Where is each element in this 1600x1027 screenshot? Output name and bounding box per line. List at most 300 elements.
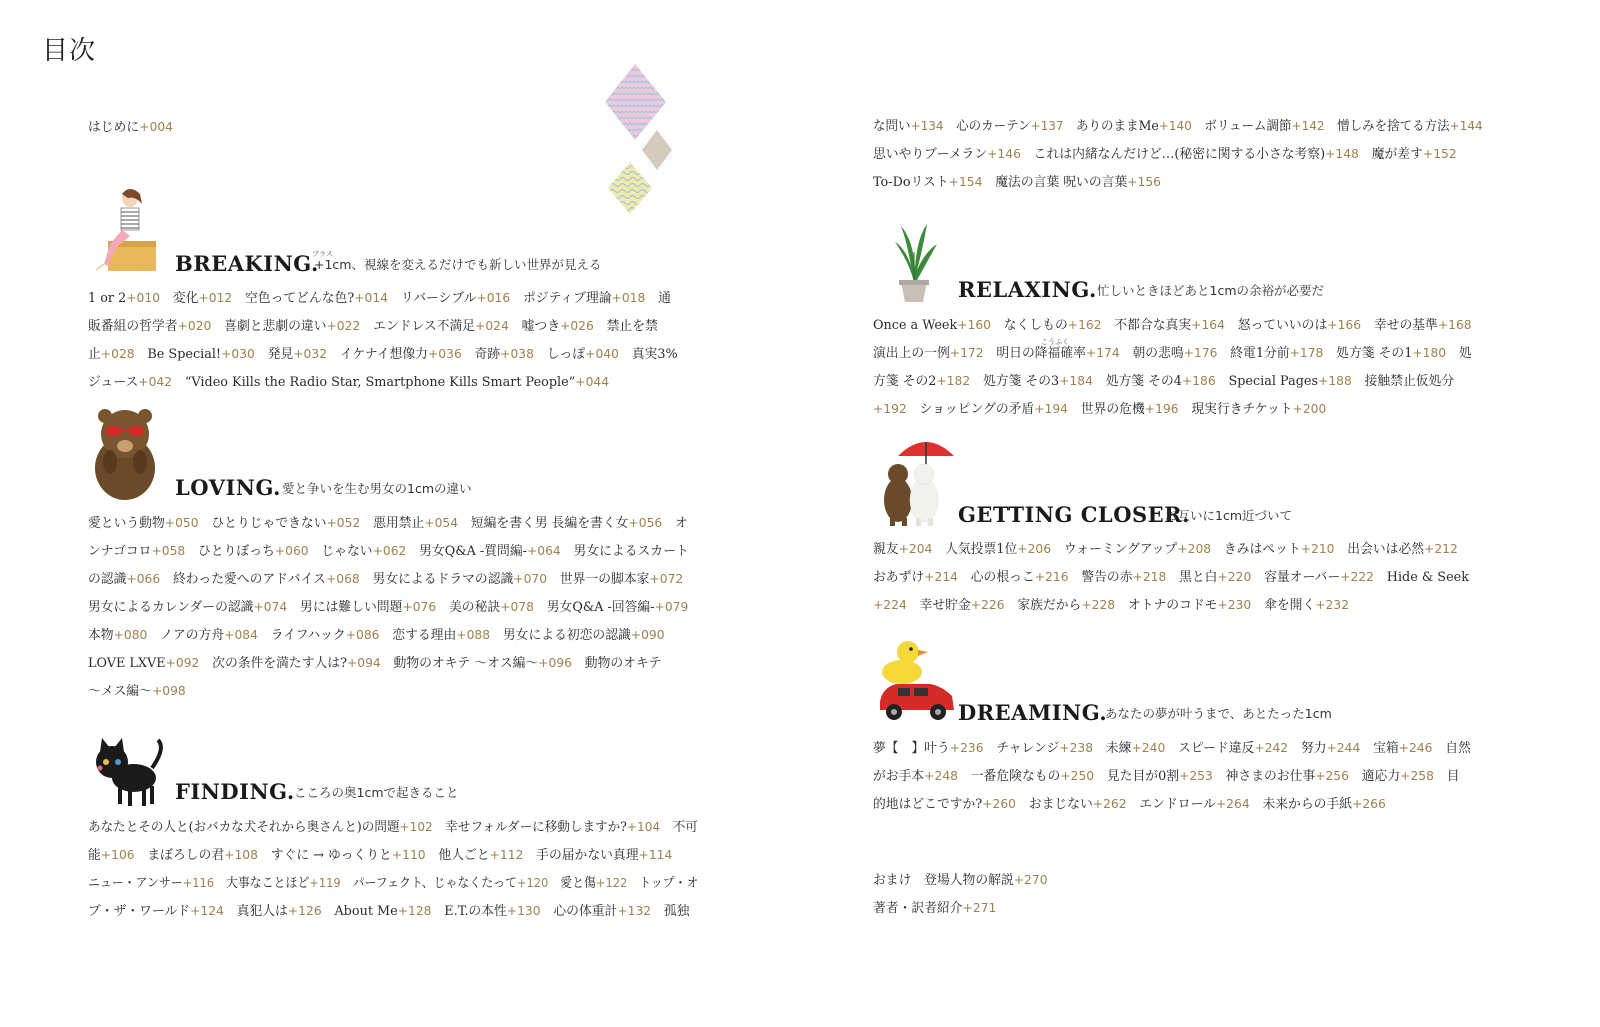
toc-entry	[1362, 769, 1434, 784]
toc-entry-page: +137	[1030, 118, 1064, 133]
toc-entry-title: 奇跡	[474, 347, 501, 362]
section-title: BREAKING.	[175, 251, 319, 276]
toc-entry-title: 警告の赤	[1081, 570, 1133, 585]
toc-entry	[1459, 346, 1472, 361]
toc-entry-title: ～メス編～	[88, 684, 152, 699]
toc-entry-title: 心のカーテン	[956, 119, 1031, 134]
toc-entry	[373, 516, 458, 531]
toc-entry	[1114, 318, 1225, 333]
toc-entry-title: 禁止を禁	[606, 319, 658, 334]
toc-entry	[1264, 598, 1349, 613]
toc-entry-title: 的地はどこですか?	[873, 797, 983, 812]
toc-entry	[321, 544, 406, 559]
toc-entry	[1107, 769, 1213, 784]
toc-entry	[536, 848, 672, 863]
toc-entry-page: +080	[113, 627, 148, 642]
toc-entry-page: +020	[177, 318, 212, 333]
toc-entry	[1139, 797, 1249, 812]
section-breaking-entries	[88, 284, 708, 396]
toc-entry-title: おまけ	[873, 873, 912, 888]
toc-entry-title: 怒っていいのは	[1237, 318, 1328, 333]
toc-line	[873, 762, 1483, 790]
toc-entry-page: +206	[1017, 541, 1052, 556]
section-dreaming-header	[873, 635, 1513, 725]
toc-entry	[1064, 542, 1211, 557]
toc-entry	[873, 119, 944, 134]
toc-entry-page: +146	[987, 146, 1021, 161]
toc-entry	[185, 375, 609, 390]
toc-entry-title: 処方箋 その3	[982, 374, 1060, 389]
toc-line	[873, 535, 1483, 563]
toc-entry-title: これは内緒なんだけど…(秘密に関する小さな考察)	[1033, 147, 1326, 162]
toc-entry-page: +174	[1085, 345, 1120, 360]
toc-entry-title: イケナイ想像力	[339, 347, 428, 362]
toc-entry	[920, 598, 1005, 613]
toc-entry-page: +156	[1127, 174, 1162, 189]
toc-entry-title: 明日の降福確率	[996, 346, 1086, 361]
toc-entry	[996, 346, 1119, 361]
toc-entry	[1106, 741, 1165, 756]
toc-entry-title: 一番危険なもの	[970, 769, 1061, 784]
toc-entry	[334, 904, 431, 919]
toc-entry-title: パーフェクト、じゃなくたって	[352, 876, 517, 891]
toc-entry-page: +192	[873, 401, 907, 416]
toc-entry-title: 著者・訳者紹介	[873, 901, 963, 916]
toc-entry	[503, 628, 665, 643]
toc-entry	[639, 876, 698, 891]
toc-entry	[212, 656, 381, 671]
toc-entry-page: +242	[1254, 740, 1289, 755]
toc-entry-page: +068	[325, 571, 360, 586]
toc-entry-page: +070	[513, 571, 548, 586]
toc-entry	[1301, 741, 1360, 756]
toc-entry-title: 魔が差す	[1371, 147, 1423, 162]
toc-entry	[394, 656, 572, 671]
toc-entry	[1228, 374, 1351, 389]
toc-entry	[996, 741, 1093, 756]
toc-entry-page: +122	[595, 875, 628, 890]
toc-entry-title: 動物のオキテ	[584, 656, 662, 671]
toc-entry	[1081, 570, 1166, 585]
toc-entry-title: 演出上の一例	[873, 346, 950, 361]
toc-entry	[88, 904, 224, 919]
toc-entry-page: +040	[585, 346, 619, 361]
toc-entry-title: 能	[88, 848, 101, 863]
toc-entry-page: +178	[1289, 345, 1324, 360]
toc-entry	[658, 291, 671, 306]
toc-entry	[237, 904, 322, 919]
toc-entry-title: 出会いは必然	[1347, 542, 1425, 557]
toc-entry-page: +200	[1292, 401, 1327, 416]
toc-entry-title: がお手本	[873, 769, 925, 784]
toc-entry	[873, 318, 991, 333]
toc-entry-title: 止	[88, 347, 101, 362]
toc-entry	[873, 402, 907, 417]
toc-entry	[560, 876, 627, 891]
toc-entry-title: 短編を書く男 長編を書く女	[470, 516, 629, 531]
toc-entry-page: +120	[516, 875, 549, 890]
toc-entry	[1226, 769, 1349, 784]
toc-entry-title: じゃない	[321, 544, 373, 559]
toc-entry-page: +258	[1400, 768, 1434, 783]
toc-entry-page: +018	[611, 290, 646, 305]
toc-entry-page: +244	[1326, 740, 1361, 755]
toc-line	[88, 869, 699, 897]
toc-entry-title: チャレンジ	[996, 741, 1060, 756]
toc-entry	[873, 873, 911, 888]
toc-entry-title: 喜劇と悲劇の違い	[224, 319, 327, 334]
toc-entry-page: +130	[506, 903, 541, 918]
toc-line	[873, 311, 1483, 339]
toc-entry-title: Hide & Seek	[1386, 570, 1469, 585]
toc-entry-title: 家族だから	[1017, 598, 1082, 613]
toc-entry-page: +168	[1437, 317, 1472, 332]
toc-entry	[1447, 769, 1460, 784]
toc-line	[88, 677, 698, 705]
section-subtitle: +1cm、視線を変えるだけでも新しい世界が見える	[314, 257, 602, 272]
toc-entry	[160, 628, 258, 643]
toc-entry	[873, 598, 907, 613]
section-relaxing-header	[873, 212, 1513, 302]
toc-entry-page: +188	[1318, 373, 1352, 388]
toc-entry	[373, 319, 509, 334]
toc-entry	[560, 572, 683, 587]
toc-entry	[1372, 147, 1457, 162]
toc-entry-title: 男女による初恋の認識	[502, 628, 631, 643]
toc-entry-title: 黒と白	[1179, 570, 1218, 585]
toc-entry-page: +266	[1352, 796, 1386, 811]
toc-entry-page: +166	[1327, 317, 1362, 332]
toc-entry	[88, 291, 160, 306]
toc-entry-title: ありのままMe	[1076, 119, 1159, 134]
toc-entry-page: +126	[287, 903, 322, 918]
toc-line	[873, 894, 1483, 922]
toc-line	[873, 866, 1483, 894]
toc-entry	[1204, 119, 1324, 134]
section-finding-header	[88, 714, 728, 804]
toc-entry-title: 幸せ貯金	[919, 598, 971, 613]
toc-entry-title: 発見	[267, 347, 294, 362]
toc-entry	[392, 628, 490, 643]
toc-entry-page: +042	[138, 374, 173, 389]
toc-entry	[924, 873, 1047, 888]
toc-entry-title: の認識	[88, 572, 127, 587]
toc-entry-title: To-Doリスト	[873, 175, 949, 190]
toc-line	[873, 140, 1483, 168]
toc-entry	[873, 374, 970, 389]
toc-entry-page: +271	[962, 900, 997, 915]
toc-entry-title: ウォーミングアップ	[1063, 542, 1178, 557]
toc-entry-title: リバーシブル	[400, 291, 477, 306]
section-subtitle: 愛と争いを生む男女の1cmの違い	[282, 481, 472, 496]
toc-line	[88, 312, 698, 340]
toc-entry	[88, 347, 135, 362]
toc-entry	[873, 346, 984, 361]
toc-entry	[664, 904, 690, 919]
toc-entry-title: ボリューム調節	[1204, 119, 1292, 134]
toc-entry-title: 他人ごと	[438, 848, 490, 863]
toc-entry	[675, 516, 688, 531]
toc-entry-title: 終わった愛へのアドバイス	[172, 572, 326, 587]
toc-entry-title: すぐに → ゆっくりと	[270, 848, 392, 863]
toc-entry-title: 美の秘訣	[448, 600, 501, 615]
toc-entry-title: な問い	[873, 119, 911, 134]
toc-entry-page: +119	[309, 875, 341, 890]
section-subtitle: こころの奥1cmで起きること	[294, 785, 459, 800]
toc-entry	[585, 656, 662, 671]
toc-entry-page: +104	[626, 819, 661, 834]
toc-entry	[971, 570, 1069, 585]
section-loving-header	[88, 410, 728, 500]
toc-entry	[271, 848, 426, 863]
toc-entry-page: +176	[1183, 345, 1218, 360]
toc-entry-title: 不可	[672, 820, 698, 835]
toc-entry-title: 傘を開く	[1264, 598, 1316, 613]
toc-entry-page: +180	[1412, 345, 1447, 360]
toc-entry-title: 見た目が0割	[1106, 769, 1180, 784]
section-subtitle: 忙しいときほどあと1cmの余裕が必要だ	[1097, 283, 1325, 298]
toc-entry-title: 登場人物の解説	[924, 873, 1014, 888]
toc-entry-title: 宝箱	[1373, 741, 1399, 756]
toc-line	[88, 509, 698, 537]
toc-entry-page: +112	[489, 847, 524, 862]
toc-entry-page: +010	[126, 290, 161, 305]
toc-entry-title: 処	[1458, 346, 1472, 361]
toc-entry-title: ライフハック	[270, 628, 346, 643]
toc-entry	[873, 147, 1021, 162]
toc-entry-title: 接触禁止仮処分	[1364, 374, 1455, 389]
section-title: RELAXING.	[958, 277, 1097, 302]
toc-entry	[471, 516, 662, 531]
toc-entry-title: トップ・オ	[639, 876, 699, 891]
toc-entry-title: まぼろしの君	[147, 848, 225, 863]
toc-entry	[1004, 318, 1102, 333]
toc-line	[873, 790, 1483, 818]
toc-entry-page: +108	[224, 847, 258, 862]
toc-line	[873, 563, 1483, 591]
toc-entry	[873, 901, 996, 916]
toc-entry-title: 世界の危機	[1080, 402, 1145, 417]
toc-entry-page: +090	[630, 627, 665, 642]
toc-entry-page: +076	[402, 599, 437, 614]
toc-entry	[88, 820, 433, 835]
toc-entry-title: 男女によるスカート	[573, 544, 689, 559]
toc-entry-page: +050	[164, 515, 199, 530]
section-title: DREAMING.	[958, 700, 1108, 725]
toc-entry-title: 悪用禁止	[373, 516, 425, 531]
toc-entry-title: 孤独	[663, 904, 690, 919]
toc-entry-title: エンドレス不満足	[373, 319, 476, 334]
toc-entry-page: +214	[924, 569, 958, 584]
toc-entry	[873, 797, 1016, 812]
toc-entry-title: おまじない	[1028, 797, 1093, 812]
toc-entry-page: +056	[628, 515, 663, 530]
toc-entry	[268, 347, 327, 362]
toc-entry	[1191, 402, 1326, 417]
toc-entry-title: 大事なことほど	[226, 876, 310, 891]
toc-entry-page: +116	[182, 875, 215, 890]
toc-entry	[444, 904, 540, 919]
toc-entry-title: ひとりぼっち	[198, 544, 275, 559]
toc-entry-title: 手の届かない真理	[536, 848, 639, 863]
toc-entry	[147, 347, 254, 362]
toc-line	[88, 897, 698, 925]
toc-entry	[607, 319, 658, 334]
toc-entry	[88, 848, 135, 863]
toc-entry	[475, 347, 534, 362]
toc-entry-title: 男女Q&A -回答編-	[546, 600, 655, 615]
toc-line	[873, 734, 1483, 762]
toc-entry	[1387, 570, 1469, 585]
toc-entry	[88, 572, 160, 587]
toc-entry-title: 真実3%	[631, 347, 678, 362]
toc-entry	[88, 375, 172, 390]
toc-entry	[353, 876, 549, 891]
toc-entry-page: +182	[936, 373, 971, 388]
toc-entry	[1373, 741, 1432, 756]
toc-entry-page: +028	[100, 346, 135, 361]
toc-entry	[88, 656, 199, 671]
section-closer-header	[873, 437, 1513, 527]
toc-entry-title: 未来からの手紙	[1262, 797, 1353, 812]
toc-line	[873, 367, 1483, 395]
toc-entry-page: +240	[1131, 740, 1166, 755]
toc-entry	[88, 628, 147, 643]
toc-entry	[147, 848, 258, 863]
toc-entry-page: +054	[424, 515, 459, 530]
section-extra-entries	[873, 866, 1493, 922]
toc-entry-page: +250	[1060, 768, 1095, 783]
toc-line	[88, 284, 698, 312]
toc-entry	[1128, 598, 1251, 613]
toc-entry-title: おあずけ	[873, 570, 925, 585]
toc-entry-title: 親友	[873, 542, 899, 557]
toc-entry-page: +228	[1081, 597, 1116, 612]
toc-entry	[88, 544, 185, 559]
toc-entry-title: 販番組の哲学者	[88, 319, 178, 334]
toc-entry	[522, 319, 594, 334]
section-finding-continued	[873, 112, 1493, 196]
toc-entry-title: 自然	[1445, 741, 1471, 756]
toc-entry	[873, 741, 984, 756]
toc-entry-page: +270	[1013, 872, 1048, 887]
toc-entry-title: 心の体重計	[553, 904, 618, 919]
toc-entry-page: +160	[957, 317, 992, 332]
toc-entry-page: +088	[456, 627, 491, 642]
toc-entry	[224, 319, 360, 334]
toc-entry	[88, 876, 214, 891]
toc-entry-page: +210	[1300, 541, 1335, 556]
intro-entry: はじめに+004	[88, 119, 173, 135]
toc-entry-page: +124	[190, 903, 224, 918]
toc-entry-title: なくしもの	[1003, 318, 1068, 333]
toc-entry-page: +232	[1315, 597, 1350, 612]
toc-entry-title: 幸せフォルダーに移動しますか?	[445, 820, 627, 835]
toc-entry-page: +196	[1144, 401, 1179, 416]
toc-entry-title: 真犯人は	[236, 904, 288, 919]
toc-entry-title: エンドロール	[1139, 797, 1216, 812]
toc-entry	[1029, 797, 1127, 812]
toc-line	[88, 649, 698, 677]
toc-entry-page: +148	[1325, 146, 1359, 161]
toc-entry	[1081, 402, 1179, 417]
toc-entry-page: +186	[1181, 373, 1216, 388]
toc-entry	[173, 291, 232, 306]
toc-entry-page: +222	[1340, 569, 1374, 584]
toc-entry-page: +212	[1424, 541, 1458, 556]
section-closer-entries	[873, 535, 1493, 619]
toc-entry-title: 空色ってどんな色?	[245, 291, 355, 306]
toc-entry-page: +114	[638, 847, 673, 862]
toc-entry-title: 方箋 その2	[873, 374, 937, 389]
section-subtitle: お互いに1cm近づいて	[1165, 508, 1293, 523]
toc-line	[873, 168, 1483, 196]
toc-entry	[1238, 318, 1361, 333]
toc-entry-page: +224	[873, 597, 907, 612]
toc-entry-title: 夢【 】叶う	[873, 741, 950, 756]
toc-entry-page: +072	[649, 571, 684, 586]
toc-entry	[1365, 374, 1455, 389]
toc-entry	[873, 542, 932, 557]
toc-entry	[1336, 346, 1446, 361]
toc-line	[873, 591, 1483, 619]
toc-entry-page: +058	[151, 543, 186, 558]
section-subtitle: あなたの夢が叶うまで、あとたった1cm	[1105, 706, 1332, 721]
toc-entry-title: 1 or 2	[88, 291, 127, 306]
toc-entry	[983, 374, 1093, 389]
toc-entry-title: 不都合な真実	[1114, 318, 1192, 333]
toc-entry-title: 愛と傷	[560, 876, 596, 891]
toc-entry-page: +152	[1422, 146, 1457, 161]
toc-entry-title: ひとりじゃできない	[211, 516, 327, 531]
toc-entry	[1106, 374, 1216, 389]
toc-entry-title: オトナのコドモ	[1127, 598, 1218, 613]
toc-entry-title: Be Special!	[147, 347, 222, 362]
toc-line	[88, 841, 698, 869]
toc-entry	[1445, 741, 1471, 756]
toc-entry-title: ショッピングの矛盾	[919, 402, 1035, 417]
ruby-text: プラス	[312, 250, 333, 258]
toc-entry-page: +246	[1398, 740, 1433, 755]
section-title: LOVING.	[175, 475, 281, 500]
toc-entry-title: “Video Kills the Radio Star, Smartphone Kills Smart People”	[184, 375, 576, 390]
toc-entry-title: 本物	[88, 628, 114, 643]
toc-line	[88, 813, 698, 841]
toc-entry-title: About Me	[334, 904, 398, 919]
toc-entry-page: +106	[100, 847, 135, 862]
toc-entry	[1179, 570, 1251, 585]
toc-entry-page: +132	[617, 903, 652, 918]
toc-entry-title: 未練	[1105, 741, 1132, 756]
toc-entry-page: +236	[949, 740, 984, 755]
toc-entry-page: +078	[500, 599, 534, 614]
toc-entry-title: きみはペット	[1223, 542, 1301, 557]
toc-entry-title: 処方箋 その4	[1105, 374, 1182, 389]
toc-entry	[88, 516, 199, 531]
toc-entry	[438, 848, 523, 863]
toc-entry-page: +184	[1059, 373, 1093, 388]
toc-entry-title: ジュース	[88, 375, 139, 390]
toc-entry	[673, 820, 698, 835]
toc-entry	[547, 600, 689, 615]
toc-entry-page: +226	[970, 597, 1005, 612]
toc-entry-title: 男女によるドラマの認識	[372, 572, 514, 587]
toc-entry-page: +238	[1059, 740, 1094, 755]
toc-entry	[211, 516, 360, 531]
toc-entry	[553, 904, 651, 919]
toc-entry-page: +164	[1191, 317, 1225, 332]
toc-entry-title: 嘘つき	[521, 319, 561, 334]
